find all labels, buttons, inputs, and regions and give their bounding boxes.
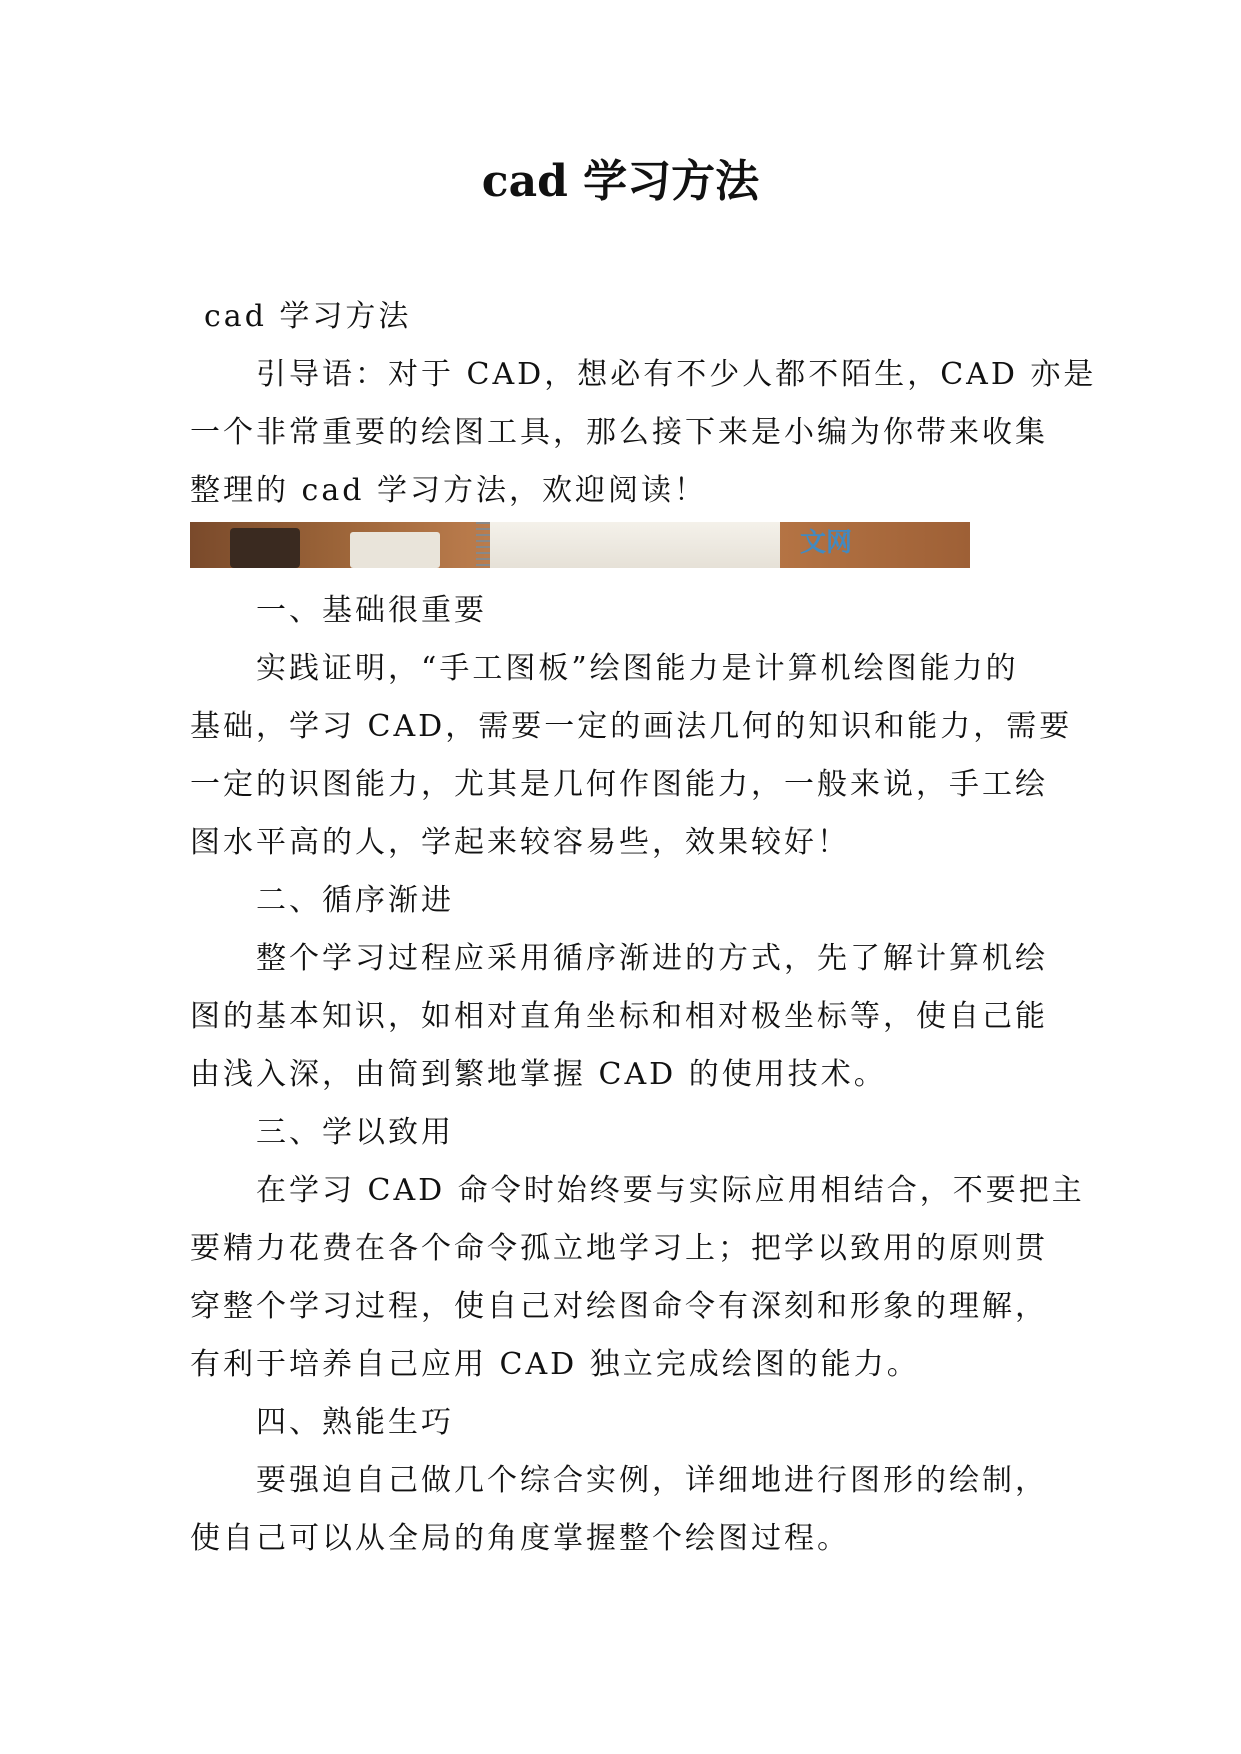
section-heading: 一、基础很重要: [256, 593, 487, 628]
desk-object: [350, 532, 440, 568]
section-line: 一定的识图能力，尤其是几何作图能力，一般来说，手工绘: [190, 767, 1048, 802]
article-image: [190, 522, 970, 568]
notebook-spiral: [476, 522, 490, 568]
section-line: 穿整个学习过程，使自己对绘图命令有深刻和形象的理解，: [190, 1289, 1048, 1324]
section-line: 要强迫自己做几个综合实例，详细地进行图形的绘制，: [256, 1463, 1048, 1498]
intro-paragraph: [190, 346, 1097, 520]
section-heading: 四、熟能生巧: [256, 1405, 454, 1440]
section-line: 图水平高的人，学起来较容易些，效果较好！: [190, 825, 850, 860]
intro-line: 引导语：对于 CAD，想必有不少人都不陌生，CAD 亦是: [256, 357, 1097, 392]
document-subtitle: cad 学习方法: [204, 299, 412, 334]
section-line: 有利于培养自己应用 CAD 独立完成绘图的能力。: [190, 1347, 920, 1382]
section-line: 基础，学习 CAD，需要一定的画法几何的知识和能力，需要: [190, 709, 1073, 744]
section-heading: 三、学以致用: [256, 1115, 454, 1150]
document-body: [190, 288, 1097, 1568]
section-heading: 二、循序渐进: [256, 883, 454, 918]
section-line: 要精力花费在各个命令孤立地学习上；把学以致用的原则贯: [190, 1231, 1048, 1266]
section-line: 由浅入深，由简到繁地掌握 CAD 的使用技术。: [190, 1057, 887, 1092]
intro-line: 整理的 cad 学习方法，欢迎阅读！: [190, 473, 707, 508]
document-title: cad 学习方法: [481, 156, 760, 207]
section-line: 实践证明，“手工图板”绘图能力是计算机绘图能力的: [256, 651, 1019, 686]
intro-line: 一个非常重要的绘图工具，那么接下来是小编为你带来收集: [190, 415, 1048, 450]
section-line: 图的基本知识，如相对直角坐标和相对极坐标等，使自己能: [190, 999, 1048, 1034]
image-watermark: 文网: [800, 528, 853, 558]
section-line: 整个学习过程应采用循序渐进的方式，先了解计算机绘: [256, 941, 1048, 976]
section-line: 使自己可以从全局的角度掌握整个绘图过程。: [190, 1521, 850, 1556]
section-line: 在学习 CAD 命令时始终要与实际应用相结合，不要把主: [256, 1173, 1085, 1208]
desk-object: [230, 528, 300, 568]
notebook-paper: [490, 522, 780, 568]
